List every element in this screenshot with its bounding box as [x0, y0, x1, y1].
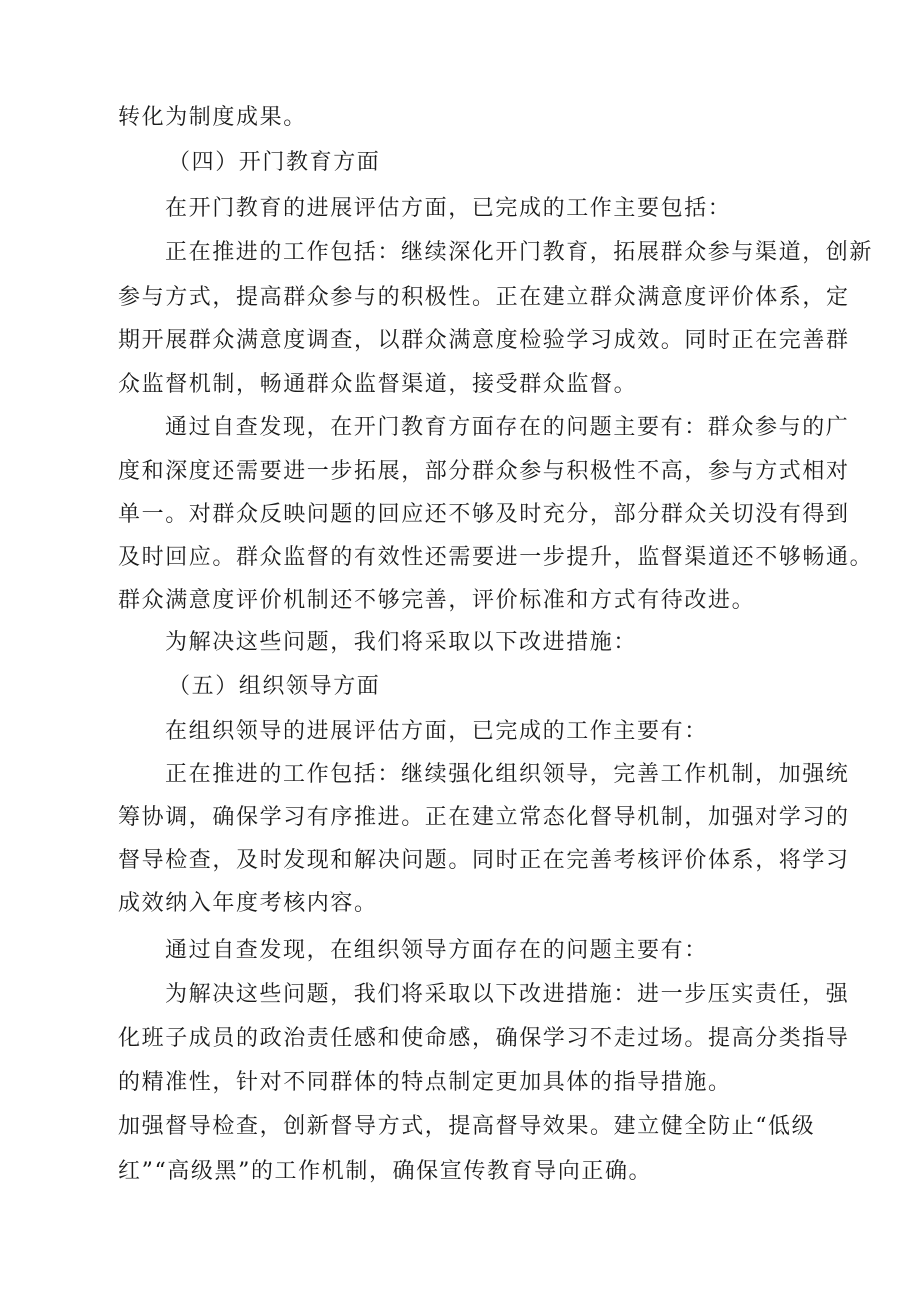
paragraph-line: 加强督导检查，创新督导方式，提高督导效果。建立健全防止“低级	[118, 1114, 816, 1139]
paragraph-line: 参与方式，提高群众参与的积极性。正在建立群众满意度评价体系，定	[118, 285, 850, 310]
paragraph-line: 化班子成员的政治责任感和使命感，确保学习不走过场。提高分类指导	[118, 1026, 850, 1051]
paragraph-line: 群众满意度评价机制还不够完善，评价标准和方式有待改进。	[118, 588, 756, 613]
paragraph-line: 筹协调，确保学习有序推进。正在建立常态化督导机制，加强对学习的	[118, 805, 850, 830]
paragraph-line: 督导检查，及时发现和解决问题。同时正在完善考核评价体系，将学习	[118, 848, 850, 873]
paragraph-line: 红”“高级黑”的工作机制，确保宣传教育导向正确。	[118, 1159, 653, 1184]
paragraph-line: 在开门教育的进展评估方面，已完成的工作主要包括：	[165, 196, 732, 221]
paragraph-line: 单一。对群众反映问题的回应还不够及时充分，部分群众关切没有得到	[118, 502, 850, 527]
paragraph-line: 及时回应。群众监督的有效性还需要进一步提升，监督渠道还不够畅通。	[118, 545, 874, 570]
section-heading: （四）开门教育方面	[168, 150, 381, 175]
paragraph-line: 正在推进的工作包括：继续强化组织领导，完善工作机制，加强统	[165, 762, 850, 787]
paragraph-line: 转化为制度成果。	[118, 105, 307, 130]
paragraph-line: 成效纳入年度考核内容。	[118, 891, 378, 916]
paragraph-line: 度和深度还需要进一步拓展，部分群众参与积极性不高，参与方式相对	[118, 459, 850, 484]
paragraph-line: 为解决这些问题，我们将采取以下改进措施：	[165, 630, 638, 655]
paragraph-line: 为解决这些问题，我们将采取以下改进措施：进一步压实责任，强	[165, 982, 850, 1007]
paragraph-line: 在组织领导的进展评估方面，已完成的工作主要有：	[165, 719, 708, 744]
section-heading: （五）组织领导方面	[168, 674, 381, 699]
paragraph-line: 正在推进的工作包括：继续深化开门教育，拓展群众参与渠道，创新	[165, 240, 874, 265]
paragraph-line: 通过自查发现，在组织领导方面存在的问题主要有：	[165, 938, 708, 963]
paragraph-line: 众监督机制，畅通群众监督渠道，接受群众监督。	[118, 372, 638, 397]
paragraph-line: 期开展群众满意度调查，以群众满意度检验学习成效。同时正在完善群	[118, 328, 850, 353]
paragraph-line: 通过自查发现，在开门教育方面存在的问题主要有：群众参与的广	[165, 415, 850, 440]
paragraph-line: 的精准性，针对不同群体的特点制定更加具体的指导措施。	[118, 1070, 732, 1095]
